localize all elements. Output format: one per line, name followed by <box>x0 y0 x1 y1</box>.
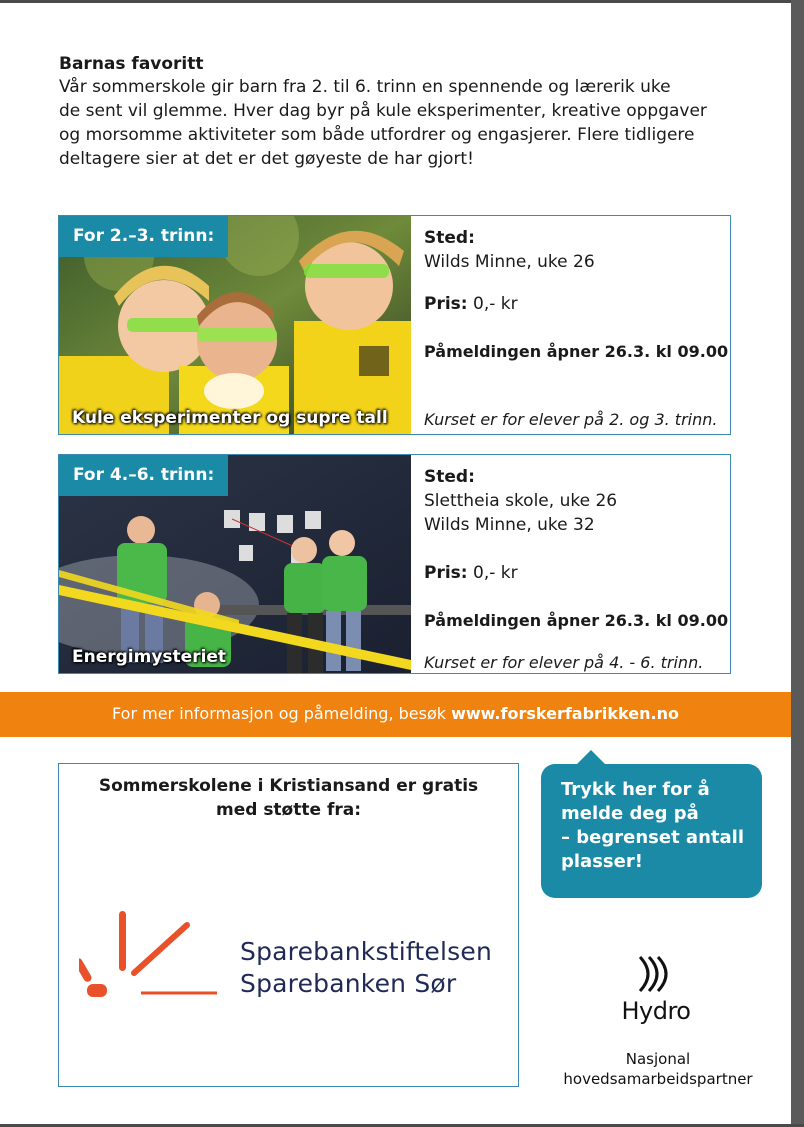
intro-line-2: de sent vil glemme. Hver dag byr på kule eksperimenter, kreative oppgaver <box>59 101 707 121</box>
grade-tag: For 4.–6. trinn: <box>59 455 228 496</box>
partner-label <box>553 1049 763 1089</box>
intro-section <box>59 53 749 171</box>
course-note: Kurset er for elever på 4. - 6. trinn. <box>424 653 704 672</box>
page-frame-top <box>0 0 804 3</box>
place-value-2: Wilds Minne, uke 32 <box>424 515 595 535</box>
info-banner <box>0 692 791 737</box>
price-label: Pris: <box>424 294 468 314</box>
hydro-wave-icon <box>634 955 678 993</box>
sponsor-box <box>58 763 519 1087</box>
cta-line-1: Trykk her for å <box>561 779 710 800</box>
hydro-wordmark: Hydro <box>621 997 691 1025</box>
course-note: Kurset er for elever på 2. og 3. trinn. <box>424 410 718 429</box>
price-value: 0,- kr <box>467 563 518 583</box>
sparebank-line-1: Sparebankstiftelsen <box>240 937 492 966</box>
cta-line-3: – begrenset antall <box>561 827 744 848</box>
registration-date: Påmeldingen åpner 26.3. kl 09.00 <box>424 342 729 361</box>
grade-tag: For 2.–3. trinn: <box>59 216 228 257</box>
bubble-pointer <box>577 750 605 764</box>
course-info <box>424 216 729 434</box>
sponsor-heading-line-1: Sommerskolene i Kristiansand er gratis <box>98 776 479 796</box>
partner-line-1: Nasjonal <box>625 1050 691 1068</box>
page-frame-right <box>791 0 804 1127</box>
price-row <box>424 563 518 583</box>
register-cta-button[interactable] <box>541 764 762 898</box>
intro-line-4: deltagere sier at det er det gøyeste de har gjort! <box>59 149 474 169</box>
sparebank-wordmark <box>240 936 492 1000</box>
sparebankstiftelsen-logo-icon <box>79 909 229 1004</box>
price-label: Pris: <box>424 563 468 583</box>
price-value: 0,- kr <box>467 294 518 314</box>
place-label: Sted: <box>424 228 475 248</box>
sponsor-heading <box>59 774 518 822</box>
course-photo-energy-mystery <box>59 455 411 673</box>
cta-line-4: plasser! <box>561 851 643 872</box>
partner-line-2: hovedsamarbeidspartner <box>563 1070 753 1088</box>
registration-date: Påmeldingen åpner 26.3. kl 09.00 <box>424 611 729 630</box>
cta-text <box>561 778 761 874</box>
course-info <box>424 455 729 673</box>
intro-text <box>59 75 749 171</box>
intro-line-1: Vår sommerskole gir barn fra 2. til 6. trinn en spennende og lærerik uke <box>59 77 671 97</box>
place-value: Wilds Minne, uke 26 <box>424 252 595 272</box>
sparebank-line-2: Sparebanken Sør <box>240 969 457 998</box>
info-banner-text <box>0 704 791 723</box>
intro-heading: Barnas favoritt <box>59 54 204 74</box>
website-link[interactable]: www.forskerfabrikken.no <box>451 704 679 723</box>
intro-line-3: og morsomme aktiviteter som både utfordrer og engasjerer. Flere tidligere <box>59 125 695 145</box>
course-card-grade-4-6 <box>58 454 731 674</box>
info-banner-prefix: For mer informasjon og påmelding, besøk <box>112 704 452 723</box>
course-title: Energimysteriet <box>72 647 227 667</box>
price-row <box>424 294 518 314</box>
sponsor-heading-line-2: med støtte fra: <box>215 800 361 820</box>
hydro-logo <box>606 955 706 1025</box>
course-title: Kule eksperimenter og supre tall <box>72 408 388 428</box>
course-photo-experiments <box>59 216 411 434</box>
place-value-1: Slettheia skole, uke 26 <box>424 491 618 511</box>
course-card-grade-2-3 <box>58 215 731 435</box>
place-label: Sted: <box>424 467 475 487</box>
cta-line-2: melde deg på <box>561 803 699 824</box>
